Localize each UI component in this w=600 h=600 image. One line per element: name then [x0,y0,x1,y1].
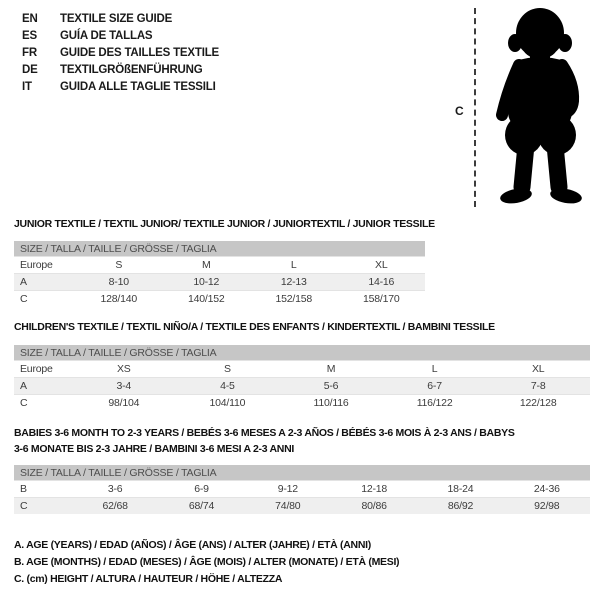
row-label: A [14,274,75,291]
size-cell: 158/170 [362,293,400,305]
size-cell: 7-8 [486,378,590,395]
size-cell: S [115,259,123,271]
size-cell: 18-24 [447,483,474,495]
size-cell: 80/86 [331,498,417,515]
footnote-a: A. AGE (YEARS) / EDAD (AÑOS) / ÂGE (ANS) / ALTER (JAHRE) / ETÀ (ANNI) [14,539,371,551]
language-row-de [22,62,219,79]
size-cell: 74/80 [245,498,331,515]
language-row-it [22,79,219,96]
language-title-list [22,11,219,96]
language-row-es [22,28,219,45]
row-label: B [20,483,27,495]
size-table [14,241,425,307]
size-cell: 62/68 [72,498,158,515]
size-header-bar [14,465,590,481]
language-code: IT [22,81,32,93]
row-label: C [20,397,28,409]
junior-textile-title: JUNIOR TEXTILE / TEXTIL JUNIOR/ TEXTILE JUNIOR / JUNIORTEXTIL / JUNIOR TESSILE [14,218,435,230]
table-row-a [14,378,590,395]
table-row-a [14,274,425,291]
size-table [14,465,590,514]
size-cell: 8-10 [75,274,163,291]
size-cell: 10-12 [163,274,251,291]
size-cell: XL [531,363,545,375]
language-guide-title: GUIDE DES TAILLES TEXTILE [60,47,219,59]
size-cell: 14-16 [338,274,426,291]
size-cell: 86/92 [417,498,503,515]
height-measure-dashed-line [474,8,476,207]
table-row-c [14,498,590,515]
row-label: C [20,293,28,305]
language-guide-title: TEXTILGRÖßENFÜHRUNG [60,64,203,76]
size-cell: XL [375,259,388,271]
size-cell: 104/110 [209,397,246,409]
size-cell: 116/122 [416,397,453,409]
size-cell: 12-18 [361,483,388,495]
size-cell: 98/104 [108,397,140,409]
babies-textile-title: BABIES 3-6 MONTH TO 2-3 YEARS / BEBÉS 3-6 MESES A 2-3 AÑOS / BÉBÉS 3-6 MOIS À 2-3 ANS / BABYS 3-6 MONATE BIS 2-3 JAHRE / BAMBINI 3-6 MESI A 2-3 ANNI [14,427,515,455]
size-header-bar [14,345,590,361]
row-label: Europe [20,259,53,271]
size-cell: 6-9 [194,483,209,495]
table-row-europe [14,361,590,378]
table-row-europe [14,257,425,274]
language-guide-title: GUIDA ALLE TAGLIE TESSILI [60,81,216,93]
size-cell: 4-5 [176,378,280,395]
size-cell: L [431,363,438,375]
baby-silhouette-icon [486,6,600,213]
size-cell: 140/152 [187,293,225,305]
table-row-b [14,481,590,498]
size-table [14,345,590,411]
row-label: C [14,498,72,515]
language-guide-title: TEXTILE SIZE GUIDE [60,13,173,25]
babies-size-table [14,465,590,514]
language-code: EN [22,13,38,25]
size-cell: 68/74 [158,498,244,515]
childrens-size-table [14,345,590,411]
size-cell: S [223,363,231,375]
size-cell: M [326,363,336,375]
footnote-c: C. (cm) HEIGHT / ALTURA / HAUTEUR / HÖHE / ALTEZZA [14,573,283,585]
size-header-label: SIZE / TALLA / TAILLE / GRÖSSE / TAGLIA [14,345,590,361]
row-label: Europe [20,363,53,375]
size-cell: 5-6 [279,378,383,395]
size-header-label: SIZE / TALLA / TAILLE / GRÖSSE / TAGLIA [14,241,425,257]
language-row-en [22,11,219,28]
size-cell: L [290,259,297,271]
size-cell: M [201,259,211,271]
size-cell: 9-12 [277,483,298,495]
size-cell: 3-4 [72,378,176,395]
size-cell: 92/98 [504,498,590,515]
size-cell: 6-7 [383,378,487,395]
legend-footnotes [14,537,399,588]
size-cell: 152/158 [275,293,313,305]
size-cell: 122/128 [519,397,557,409]
table-row-c [14,291,425,308]
size-cell: 24-36 [533,483,560,495]
language-code: FR [22,47,37,59]
footnote-b: B. AGE (MONTHS) / EDAD (MESES) / ÂGE (MOIS) / ALTER (MONATE) / ETÀ (MESI) [14,556,400,568]
row-label: A [14,378,72,395]
language-code: DE [22,64,38,76]
language-row-fr [22,45,219,62]
size-cell: XS [116,363,131,375]
table-row-c [14,395,590,412]
size-header-bar [14,241,425,257]
language-guide-title: GUÍA DE TALLAS [60,30,153,42]
size-cell: 3-6 [107,483,123,495]
language-code: ES [22,30,37,42]
size-cell: 128/140 [100,293,138,305]
childrens-textile-title: CHILDREN'S TEXTILE / TEXTIL NIÑO/A / TEXTILE DES ENFANTS / KINDERTEXTIL / BAMBINI TESSILE [14,321,495,333]
size-header-label: SIZE / TALLA / TAILLE / GRÖSSE / TAGLIA [14,465,590,481]
size-cell: 12-13 [250,274,338,291]
height-measure-label: C [455,104,464,118]
junior-size-table [14,241,425,307]
size-cell: 110/116 [313,397,349,409]
